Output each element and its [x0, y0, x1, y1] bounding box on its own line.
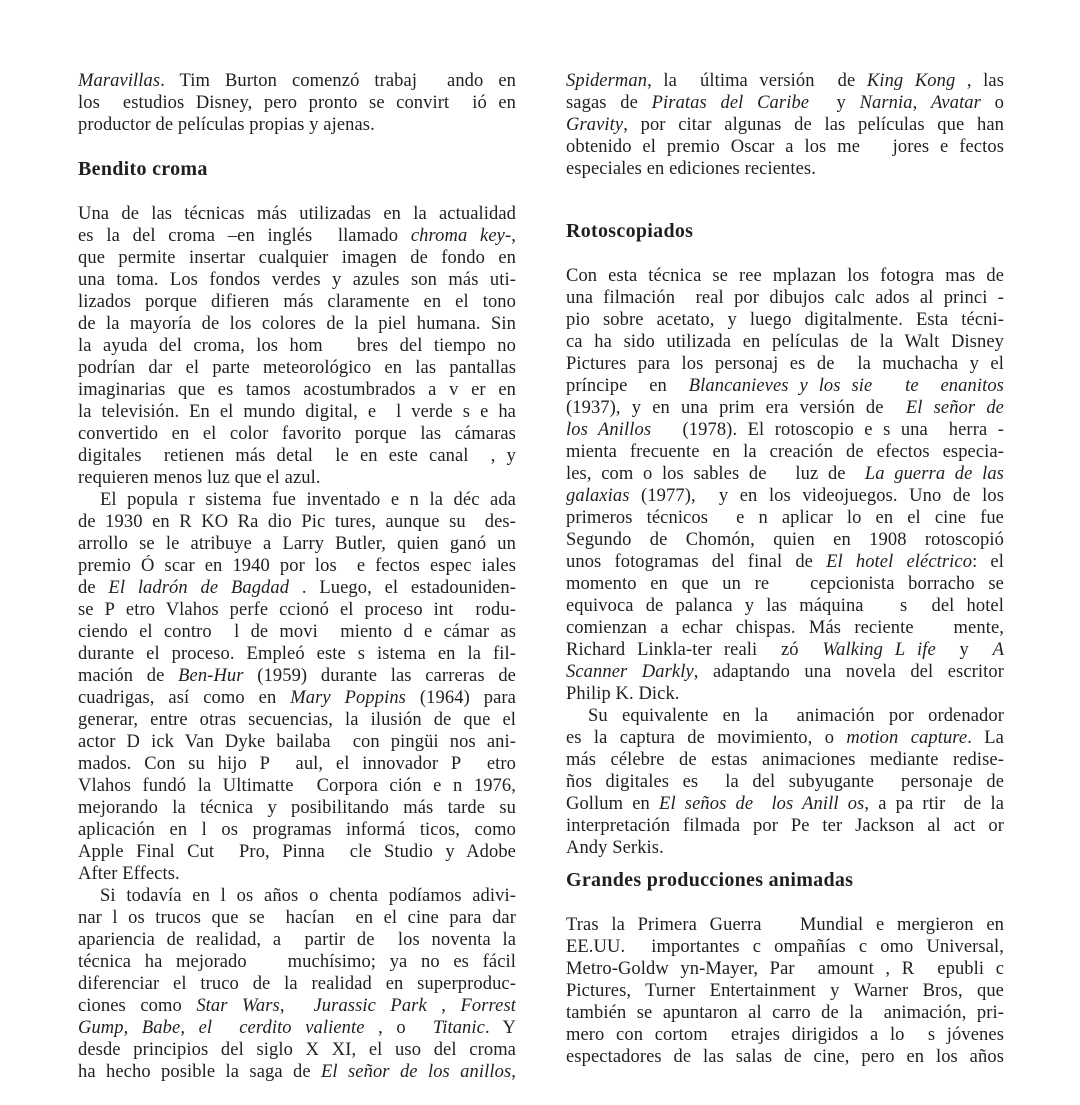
text-run: -,: [505, 226, 516, 246]
italic-text-run: El seños de los Anill os: [659, 794, 865, 814]
text-run: especiales en ediciones recientes.: [566, 159, 816, 179]
text-run: mero con cortom etrajes dirigidos a lo s jóvenes: [566, 1025, 1004, 1045]
text-run: , a pa rtir de la: [864, 794, 1004, 814]
text-line: [566, 1046, 1004, 1068]
paragraph: [78, 489, 516, 885]
text-line: [78, 841, 516, 863]
text-run: (1959) durante las carreras de: [243, 666, 516, 686]
text-run: ciendo el contro l de movi miento d e cámar as: [78, 622, 516, 642]
text-run: más célebre de estas animaciones mediante redise-: [566, 750, 1004, 770]
text-run: generar, entre otras secuencias, la ilusión de que el: [78, 710, 516, 730]
section-heading: Bendito croma: [78, 158, 208, 180]
text-line: [78, 577, 516, 599]
text-line: [78, 335, 516, 357]
section-heading: Grandes producciones animadas: [566, 869, 854, 891]
text-column-left: [78, 70, 516, 1083]
text-run: : el: [972, 552, 1004, 572]
text-line: [78, 973, 516, 995]
text-line: [566, 331, 1004, 353]
italic-text-run: motion capture: [846, 728, 968, 748]
text-line: [566, 70, 1004, 92]
text-run: y: [809, 93, 860, 113]
text-line: [78, 489, 516, 511]
text-line: [78, 1017, 516, 1039]
text-run: equivoca de palanca y las máquina s del hotel: [566, 596, 1004, 616]
text-line: [78, 731, 516, 753]
text-run: príncipe en: [566, 376, 689, 396]
text-run: la ayuda del croma, los hom bres del tiempo no: [78, 336, 516, 356]
paragraph: [566, 705, 1004, 859]
text-run: aplicación en l os programas informá ticos, como: [78, 820, 516, 840]
text-run: productor de películas propias y ajenas.: [78, 115, 375, 135]
text-run: . La: [967, 728, 1004, 748]
text-run: de la mayoría de los colores de la piel humana. Sin: [78, 314, 516, 334]
text-line: [566, 639, 1004, 661]
text-line: [566, 914, 1004, 936]
text-run: espectadores de las salas de cine, pero en los años: [566, 1047, 1004, 1067]
paragraph: [566, 70, 1004, 180]
text-run: digitales retienen más detal le en este canal , y: [78, 446, 516, 466]
text-run: pio sobre acetato, y luego digitalmente. Esta técni-: [566, 310, 1004, 330]
text-line: [78, 379, 516, 401]
text-line: [566, 661, 1004, 683]
text-run: Pictures, Turner Entertainment y Warner Bros, que: [566, 981, 1004, 1001]
text-line: [566, 485, 1004, 507]
text-run: durante el proceso. Empleó este s istema en la fil-: [78, 644, 516, 664]
text-line: [78, 753, 516, 775]
italic-text-run: Babe, el cerdito valiente: [141, 1018, 365, 1038]
text-run: se P etro Vlahos perfe ccionó el proceso int rodu-: [78, 600, 516, 620]
text-line: [566, 463, 1004, 485]
text-line: [78, 423, 516, 445]
italic-text-run: El hotel eléctrico: [826, 552, 973, 572]
text-line: [78, 511, 516, 533]
text-run: Vlahos fundó la Ultimatte Corpora ción e n 1976,: [78, 776, 516, 796]
text-run: (1977), y en los videojuegos. Uno de los: [629, 486, 1004, 506]
text-line: [566, 837, 1004, 859]
italic-text-run: los Anillos: [566, 420, 652, 440]
italic-text-run: Piratas del Caribe: [651, 93, 810, 113]
text-line: [566, 958, 1004, 980]
text-run: (1937), y en una prim era versión de: [566, 398, 906, 418]
text-line: [566, 727, 1004, 749]
text-run: ha hecho posible la saga de: [78, 1062, 322, 1082]
paragraph: [566, 914, 1004, 1068]
text-run: actor D ick Van Dyke bailaba con pingüi nos ani-: [78, 732, 516, 752]
text-line: [78, 247, 516, 269]
text-line: [78, 114, 516, 136]
text-line: [78, 533, 516, 555]
text-run: mados. Con su hijo P aul, el innovador P etro: [78, 754, 516, 774]
text-line: [78, 885, 516, 907]
text-line: [78, 225, 516, 247]
text-run: . Tim Burton comenzó trabaj ando en: [160, 71, 516, 91]
text-line: [566, 397, 1004, 419]
paragraph: [78, 70, 516, 136]
text-line: [78, 269, 516, 291]
text-run: mienta frecuente en la creación de efectos especia-: [566, 442, 1004, 462]
text-run: o: [980, 93, 1004, 113]
italic-text-run: Scanner Darkly: [566, 662, 694, 682]
text-line: [78, 907, 516, 929]
text-run: Apple Final Cut Pro, Pinna cle Studio y Adobe: [78, 842, 516, 862]
text-run: ,: [426, 996, 461, 1016]
text-run: Tras la Primera Guerra Mundial e mergieron en: [566, 915, 1004, 935]
text-run: ,: [912, 93, 932, 113]
text-run: los estudios Disney, pero pronto se convirt ió en: [78, 93, 516, 113]
text-line: [78, 92, 516, 114]
text-run: momento en que un re cepcionista borracho se: [566, 574, 1004, 594]
text-run: , por citar algunas de las películas que han: [623, 115, 1004, 135]
text-run: comienzan a echar chispas. Más reciente mente,: [566, 618, 1004, 638]
text-line: [566, 114, 1004, 136]
text-line: [78, 1039, 516, 1061]
text-line: [78, 775, 516, 797]
italic-text-run: El ladrón de Bagdad: [108, 578, 290, 598]
italic-text-run: Titanic: [432, 1018, 485, 1038]
text-run: también se apuntaron al carro de la animación, pri-: [566, 1003, 1004, 1023]
text-run: Gollum en: [566, 794, 660, 814]
text-line: [78, 401, 516, 423]
text-line: [566, 771, 1004, 793]
text-line: [566, 705, 1004, 727]
text-line: [78, 467, 516, 489]
text-run: mación de: [78, 666, 179, 686]
text-run: nar l os trucos que se hacían en el cine para dar: [78, 908, 516, 928]
text-line: [78, 687, 516, 709]
paragraph: [78, 203, 516, 489]
text-line: [566, 683, 1004, 705]
text-line: [566, 136, 1004, 158]
italic-text-run: Gravity: [566, 115, 624, 135]
text-run: unos fotogramas del final de: [566, 552, 827, 572]
text-run: convertido en el color favorito porque las cámaras: [78, 424, 516, 444]
text-run: Philip K. Dick.: [566, 684, 680, 704]
text-line: [566, 441, 1004, 463]
text-run: lizados porque difieren más claramente en el tono: [78, 292, 516, 312]
italic-text-run: Mary Poppins: [290, 688, 406, 708]
text-run: una filmación real por dibujos calc ados al princi -: [566, 288, 1004, 308]
italic-text-run: King Kong: [866, 71, 956, 91]
text-run: Pictures para los personaj es de la muchacha y el: [566, 354, 1004, 374]
italic-text-run: Walking L ife: [822, 640, 936, 660]
text-run: Richard Linkla-ter reali zó: [566, 640, 823, 660]
text-line: [78, 599, 516, 621]
text-run: , la última versión de: [647, 71, 867, 91]
italic-text-run: A: [992, 640, 1004, 660]
text-run: premio Ó scar en 1940 por los e fectos espec iales: [78, 556, 516, 576]
text-line: [566, 573, 1004, 595]
text-run: mejorando la técnica y posibilitando más tarde su: [78, 798, 516, 818]
text-run: . Y: [484, 1018, 516, 1038]
italic-text-run: Ben-Hur: [178, 666, 244, 686]
text-line: [78, 621, 516, 643]
text-line: [566, 507, 1004, 529]
text-run: Segundo de Chomón, quien en 1908 rotoscopió: [566, 530, 1004, 550]
text-line: [78, 863, 516, 885]
text-line: [566, 529, 1004, 551]
text-run: una toma. Los fondos verdes y azules son más uti-: [78, 270, 516, 290]
text-run: Si todavía en l os años o chenta podíamos adivi-: [100, 886, 516, 906]
text-run: apariencia de realidad, a partir de los noventa la: [78, 930, 516, 950]
text-run: Con esta técnica se ree mplazan los fotogra mas de: [566, 266, 1004, 286]
text-run: , adaptando una novela del escritor: [693, 662, 1004, 682]
text-line: [566, 815, 1004, 837]
text-line: [78, 313, 516, 335]
text-line: [566, 1002, 1004, 1024]
italic-text-run: chroma key: [410, 226, 505, 246]
text-line: [566, 375, 1004, 397]
text-line: [566, 793, 1004, 815]
text-run: es la del croma –en inglés llamado: [78, 226, 411, 246]
italic-text-run: Blancanieves y los sie: [688, 376, 873, 396]
text-run: de: [78, 578, 109, 598]
italic-text-run: Avatar: [931, 93, 981, 113]
text-line: [78, 203, 516, 225]
italic-text-run: galaxias: [566, 486, 630, 506]
text-line: [566, 595, 1004, 617]
text-run: Metro-Goldw yn-Mayer, Par amount , R epubli c: [566, 959, 1004, 979]
text-run: podrían dar el parte meteorológico en las pantallas: [78, 358, 516, 378]
text-line: [566, 353, 1004, 375]
text-run: ,: [279, 996, 314, 1016]
text-run: requieren menos luz que el azul.: [78, 468, 321, 488]
text-line: [566, 749, 1004, 771]
italic-text-run: Spiderman: [566, 71, 648, 91]
text-run: es la captura de movimiento, o: [566, 728, 847, 748]
italic-text-run: Forrest: [460, 996, 516, 1016]
text-run: desde principios del siglo X XI, el uso del croma: [78, 1040, 516, 1060]
text-line: [566, 287, 1004, 309]
text-line: [78, 357, 516, 379]
text-run: (1978). El rotoscopio e s una herra -: [651, 420, 1004, 440]
text-run: . Luego, el estadouniden-: [289, 578, 516, 598]
text-run: , las: [955, 71, 1004, 91]
italic-text-run: Star Wars: [196, 996, 280, 1016]
text-line: [566, 551, 1004, 573]
text-line: [78, 665, 516, 687]
italic-text-run: Jurassic Park: [313, 996, 427, 1016]
text-run: , o: [364, 1018, 433, 1038]
text-line: [78, 951, 516, 973]
text-run: sagas de: [566, 93, 652, 113]
italic-text-run: Gump: [78, 1018, 124, 1038]
italic-text-run: La guerra de las: [864, 464, 1004, 484]
text-line: [566, 1024, 1004, 1046]
italic-text-run: El señor de: [905, 398, 1004, 418]
text-run: Una de las técnicas más utilizadas en la actualidad: [78, 204, 516, 224]
text-run: EE.UU. importantes c ompañías c omo Universal,: [566, 937, 1004, 957]
text-line: [78, 555, 516, 577]
text-run: arrollo se le atribuye a Larry Butler, quien ganó un: [78, 534, 516, 554]
text-line: [78, 819, 516, 841]
text-run: ca ha sido utilizada en películas de la Walt Disney: [566, 332, 1004, 352]
text-line: [78, 1061, 516, 1083]
text-run: primeros técnicos e n aplicar lo en el cine fue: [566, 508, 1004, 528]
text-run: interpretación filmada por Pe ter Jackson al act or: [566, 816, 1004, 836]
text-run: que permite insertar cualquier imagen de fondo en: [78, 248, 516, 268]
italic-text-run: Maravillas: [78, 71, 161, 91]
text-run: de 1930 en R KO Ra dio Pic tures, aunque su des-: [78, 512, 516, 532]
text-run: After Effects.: [78, 864, 180, 884]
text-run: ,: [123, 1018, 142, 1038]
text-line: [566, 617, 1004, 639]
text-line: [566, 980, 1004, 1002]
text-run: El popula r sistema fue inventado e n la déc ada: [100, 490, 516, 510]
text-run: Su equivalente en la animación por ordenador: [588, 706, 1004, 726]
text-run: ciones como: [78, 996, 197, 1016]
italic-text-run: Narnia: [859, 93, 913, 113]
text-line: [566, 92, 1004, 114]
text-line: [78, 995, 516, 1017]
text-run: y: [935, 640, 993, 660]
text-run: obtenido el premio Oscar a los me jores e fectos: [566, 137, 1004, 157]
text-run: imaginarias que es tamos acostumbrados a v er en: [78, 380, 516, 400]
text-run: diferenciar el truco de la realidad en superproduc-: [78, 974, 516, 994]
text-line: [78, 643, 516, 665]
text-run: Andy Serkis.: [566, 838, 664, 858]
text-line: [566, 936, 1004, 958]
text-line: [566, 265, 1004, 287]
text-run: técnica ha mejorado muchísimo; ya no es fácil: [78, 952, 516, 972]
text-run: ños digitales es la del subyugante personaje de: [566, 772, 1004, 792]
text-run: la televisión. En el mundo digital, e l verde s e ha: [78, 402, 516, 422]
text-line: [78, 70, 516, 92]
paragraph: [566, 265, 1004, 705]
text-line: [78, 445, 516, 467]
text-line: [566, 309, 1004, 331]
text-line: [78, 291, 516, 313]
text-line: [78, 797, 516, 819]
italic-text-run: te enanitos: [905, 376, 1004, 396]
section-heading: Rotoscopiados: [566, 220, 694, 242]
text-run: cuadrigas, así como en: [78, 688, 291, 708]
text-line: [566, 158, 1004, 180]
text-line: [78, 709, 516, 731]
text-run: les, com o los sables de luz de: [566, 464, 865, 484]
text-run: ,: [511, 1062, 516, 1082]
text-run: (1964) para: [405, 688, 516, 708]
text-column-right: [566, 70, 1004, 1083]
paragraph: [78, 885, 516, 1083]
italic-text-run: El señor de los anillos: [321, 1062, 512, 1082]
text-run: [872, 376, 905, 396]
text-line: [78, 929, 516, 951]
text-line: [566, 419, 1004, 441]
